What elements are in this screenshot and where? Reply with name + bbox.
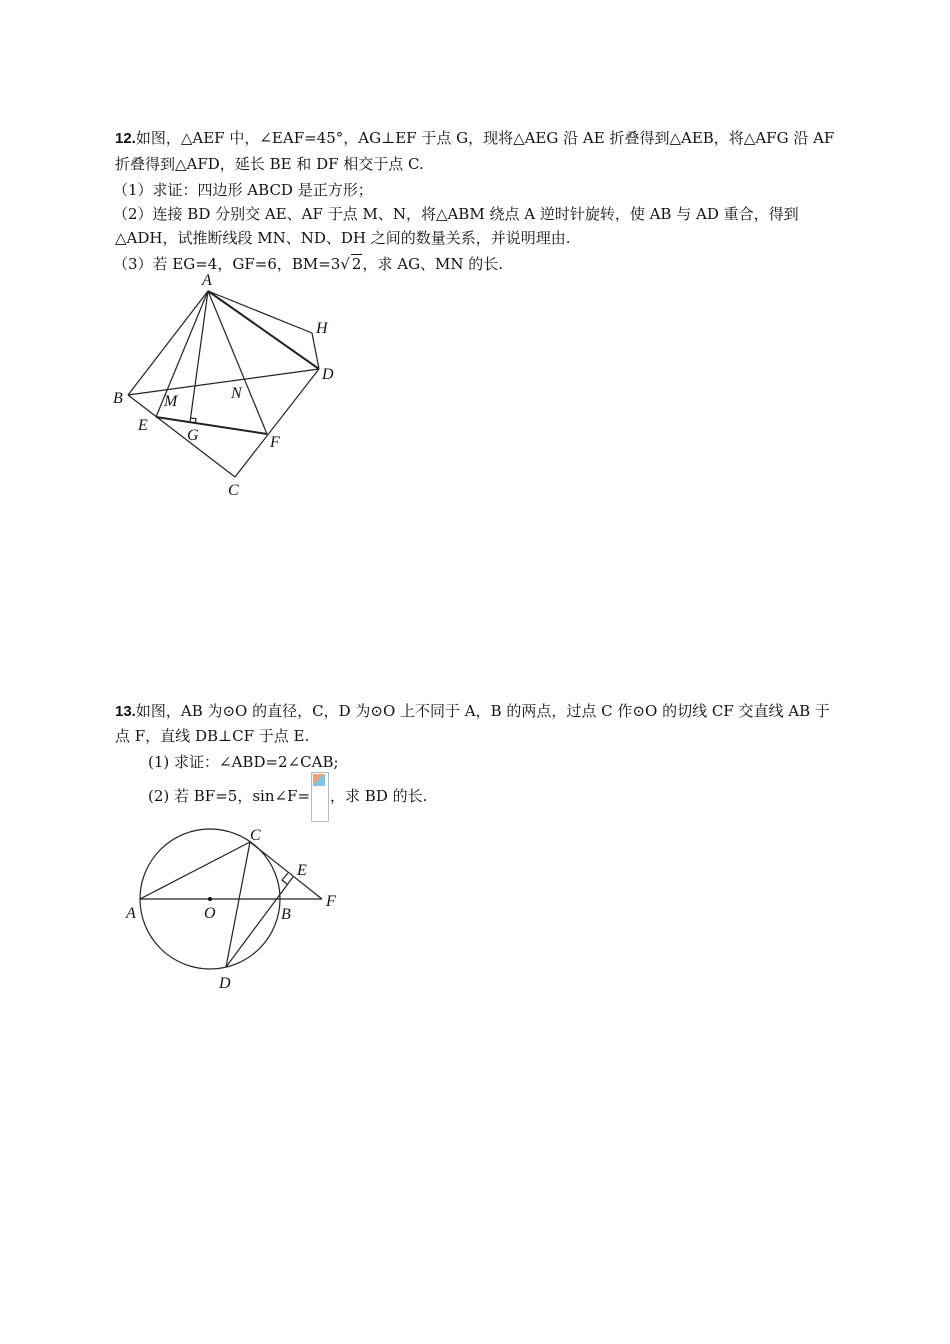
label-N: N (231, 385, 242, 402)
q12-line2: 折叠得到△AFD，延长 BE 和 DF 相交于点 C. (115, 155, 424, 173)
seg-AC (140, 842, 250, 899)
q12-part3-post: ，求 AG、MN 的长. (362, 255, 504, 273)
center-dot-o (208, 897, 212, 901)
q12-stem-1: 如图，△AEF 中，∠EAF=45°，AG⊥EF 于点 G，现将△AEG 沿 AE 折叠得到△AEB，将△AFG 沿 AF (135, 129, 835, 147)
label-F: F (270, 434, 280, 451)
sqrt-symbol: √ 2 (340, 255, 362, 273)
q13-part1: (1) 求证：∠ABD=2∠CAB; (148, 753, 339, 771)
label-E: E (138, 417, 148, 434)
label-A: A (126, 905, 136, 922)
label-B: B (113, 390, 123, 407)
q12-part2-a: （2）连接 BD 分别交 AE、AF 于点 M、N，将△ABM 绕点 A 逆时针旋转，使 AB 与 AD 重合，得到 (113, 205, 799, 223)
label-A: A (202, 272, 212, 289)
q12-part2-b: △ADH，试推断线段 MN、ND、DH 之间的数量关系，并说明理由. (115, 229, 571, 247)
q13-part2-pre: (2) 若 BF=5，sin∠F= (148, 787, 311, 805)
label-O: O (204, 905, 216, 922)
q12-part1: （1）求证：四边形 ABCD 是正方形； (113, 181, 373, 199)
q12-part3-pre: （3）若 EG=4，GF=6，BM=3 (113, 255, 341, 273)
q13-stem-1: 如图，AB 为⊙O 的直径，C，D 为⊙O 上不同于 A，B 的两点，过点 C 作⊙O 的切线 CF 交直线 AB 于 (135, 702, 830, 720)
label-C: C (228, 482, 239, 499)
seg-CF (250, 842, 322, 899)
seg-CD (226, 842, 250, 967)
label-F: F (326, 893, 336, 910)
right-angle-mark-e (282, 873, 288, 884)
sqrt-radicand: 2 (351, 255, 362, 273)
q12-number: 12. (115, 130, 136, 147)
label-D: D (322, 366, 334, 383)
q13-line2: 点 F，直线 DB⊥CF 于点 E. (115, 727, 310, 745)
q13-number: 13. (115, 703, 136, 720)
label-C: C (250, 827, 261, 844)
label-B: B (281, 906, 291, 923)
q13-part2-post: ，求 BD 的长. (330, 787, 428, 805)
label-D: D (219, 975, 231, 992)
label-E: E (297, 862, 307, 879)
label-G: G (187, 427, 199, 444)
label-M: M (164, 393, 178, 410)
label-H: H (316, 320, 328, 337)
